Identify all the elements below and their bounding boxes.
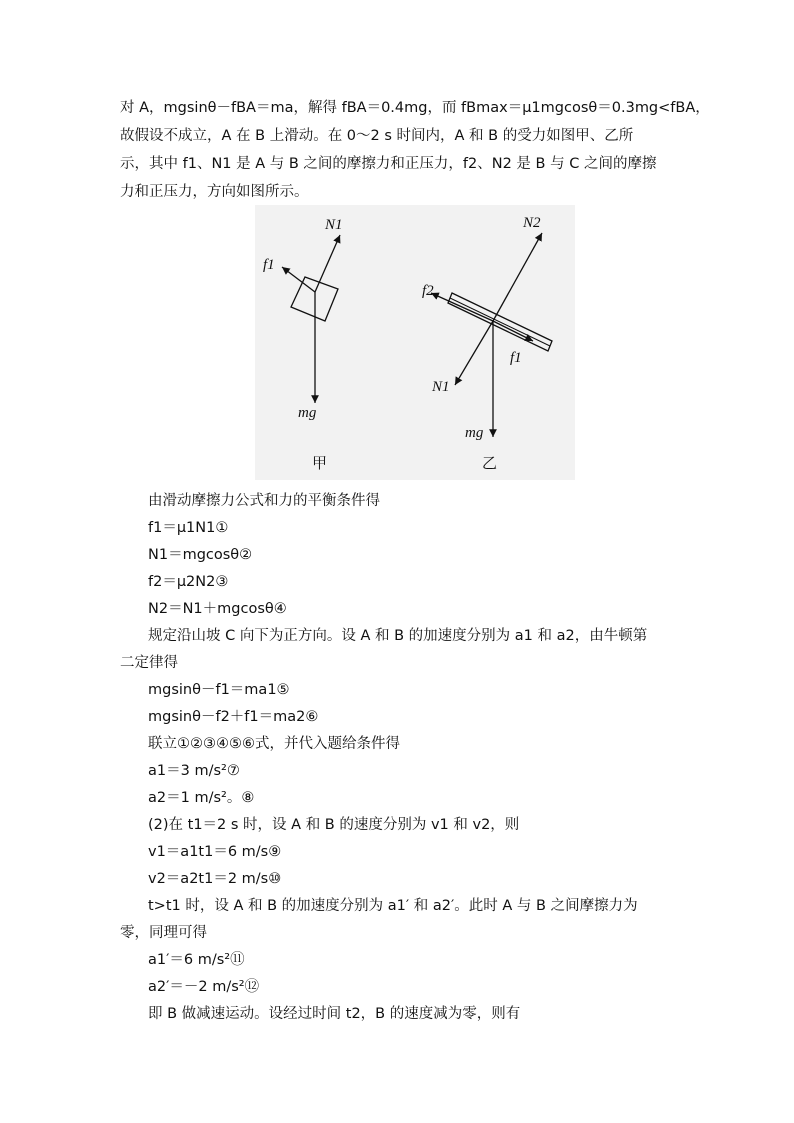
text-line: 由滑动摩擦力公式和力的平衡条件得	[148, 493, 380, 509]
paragraph-line-2: 故假设不成立，A 在 B 上滑动。在 0～2 s 时间内，A 和 B 的受力如图甲、乙所	[120, 128, 634, 144]
text-line: t>t1 时，设 A 和 B 的加速度分别为 a1′ 和 a2′。此时 A 与 B 之间摩擦力为	[148, 898, 638, 914]
paragraph-line-3: 示，其中 f1、N1 是 A 与 B 之间的摩擦力和正压力，f2、N2 是 B 与 C 之间的摩擦	[120, 156, 657, 172]
equation-11: a1′＝6 m/s²⑪	[148, 952, 245, 968]
label-f2: f2	[422, 283, 434, 299]
label-f1-b: f1	[510, 350, 522, 366]
text-line: (2)在 t1＝2 s 时，设 A 和 B 的速度分别为 v1 和 v2，则	[148, 817, 520, 833]
equation-8: a2＝1 m/s²。⑧	[148, 790, 255, 806]
force-diagram-svg	[255, 205, 575, 480]
left-panel	[263, 217, 343, 421]
equation-2: N1＝mgcosθ②	[148, 547, 253, 563]
caption-yi: 乙	[482, 454, 498, 472]
text-line: 二定律得	[120, 655, 178, 671]
text-line: 即 B 做减速运动。设经过时间 t2，B 的速度减为零，则有	[148, 1006, 521, 1022]
right-panel	[422, 215, 552, 441]
caption-jia: 甲	[312, 454, 328, 472]
equation-10: v2＝a2t1＝2 m/s⑩	[148, 871, 282, 887]
label-f1: f1	[263, 257, 275, 273]
text-line: 规定沿山坡 C 向下为正方向。设 A 和 B 的加速度分别为 a1 和 a2，由牛顿第	[148, 628, 648, 644]
force-n1-arrow	[315, 235, 340, 292]
force-f1-arrow-b	[493, 321, 533, 341]
equation-6: mgsinθ－f2＋f1＝ma2⑥	[148, 709, 319, 725]
equation-1: f1＝μ1N1①	[148, 520, 229, 536]
equation-9: v1＝a1t1＝6 m/s⑨	[148, 844, 282, 860]
equation-4: N2＝N1＋mgcosθ④	[148, 601, 287, 617]
label-mg: mg	[298, 405, 317, 421]
paragraph-line-1: 对 A，mgsinθ－fBA＝ma，解得 fBA＝0.4mg，而 fBmax＝μ1mgcosθ＝0.3mg<fBA，	[120, 100, 710, 116]
board-b-inner	[450, 298, 550, 346]
label-n2: N2	[523, 215, 541, 231]
force-diagram	[255, 205, 575, 480]
force-n2-arrow	[493, 233, 542, 321]
label-n1-b: N1	[432, 379, 450, 395]
text-line: 联立①②③④⑤⑥式，并代入题给条件得	[148, 736, 400, 752]
equation-7: a1＝3 m/s²⑦	[148, 763, 240, 779]
equation-3: f2＝μ2N2③	[148, 574, 229, 590]
text-line: 零，同理可得	[120, 925, 207, 941]
equation-5: mgsinθ－f1＝ma1⑤	[148, 682, 290, 698]
paragraph-line-4: 力和正压力，方向如图所示。	[120, 184, 309, 200]
label-n1: N1	[325, 217, 343, 233]
force-n1-arrow-b	[455, 321, 493, 385]
label-mg-b: mg	[465, 425, 484, 441]
equation-12: a2′＝－2 m/s²⑫	[148, 979, 260, 995]
